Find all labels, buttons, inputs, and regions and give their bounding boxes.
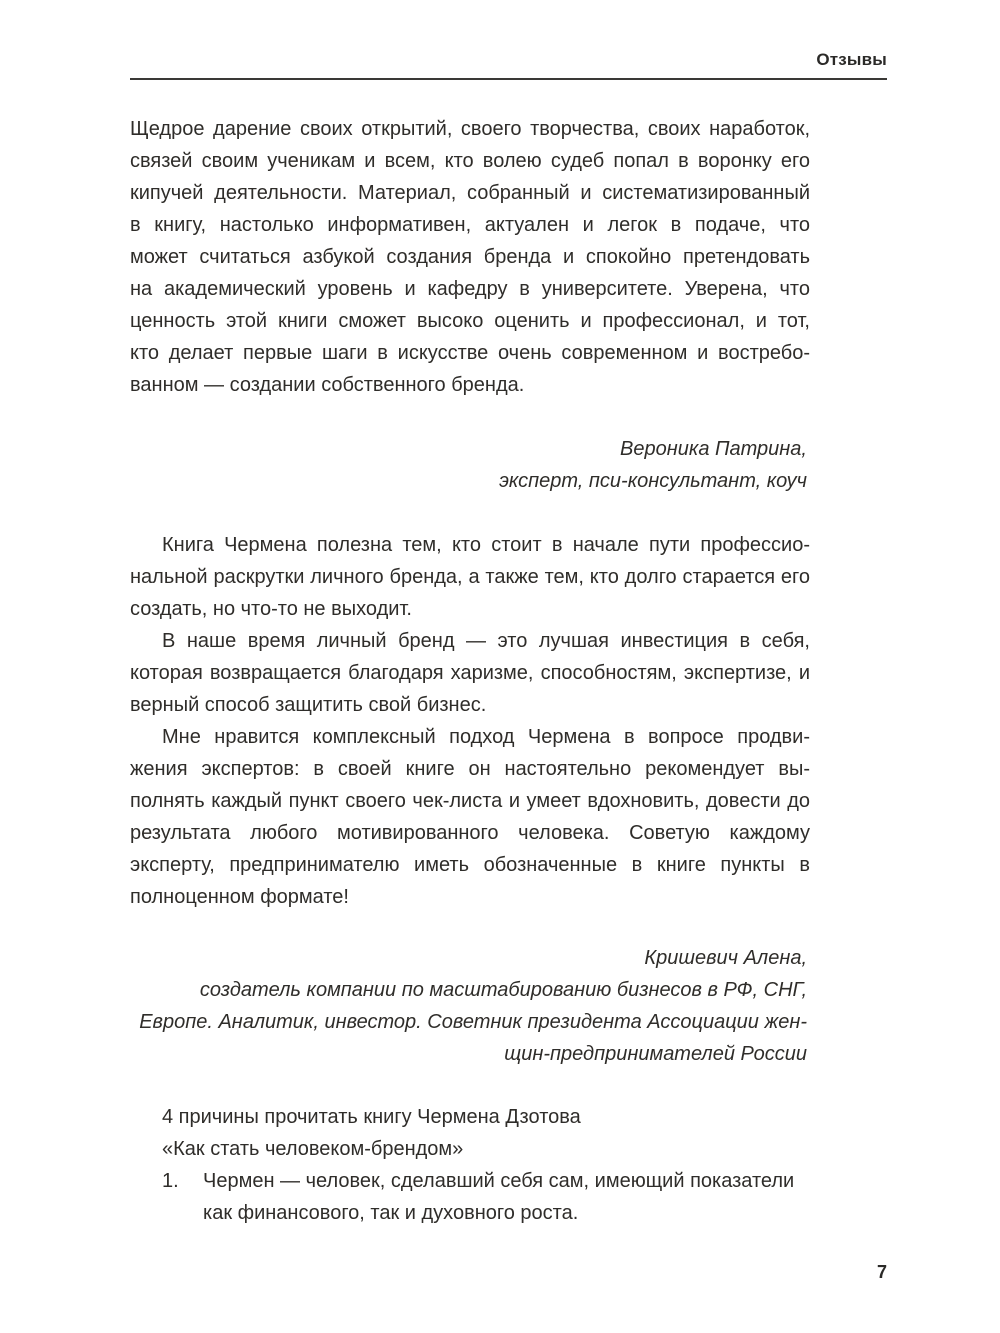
review-1-line: связей своим ученикам и всем, кто волею судеб попал в воронку его <box>130 150 810 172</box>
review-1-author: Вероника Патрина, <box>620 438 807 460</box>
review-1-signature <box>107 433 807 497</box>
page-number: 7 <box>876 1262 887 1282</box>
review-1-line: кто делает первые шаги в искусстве очень современном и востребо- <box>130 342 810 364</box>
review-2-author: Кришевич Алена, <box>644 947 807 969</box>
reason-text: Чермен — человек, сделавший себя сам, имеющий показатели как финансового, так и духовного роста. <box>203 1170 795 1224</box>
review-1-line: ценность этой книги сможет высоко оценить и профессионал, и тот, <box>130 310 810 332</box>
review-2-paragraph: Мне нравится комплексный подход Чермена в вопросе продви-жения экспертов: в своей книге он настоятельно рекомендует вы-полнять каждый пункт своего чек-листа и умеет вдохновить, довести до результата любого мотивированного человека. Советую каждому эксперту, предпринимателю иметь обозначенные в книге пункты в полноценном формате! <box>130 726 810 908</box>
reasons-title-line: 4 причины прочитать книгу Чермена Дзотова <box>162 1106 581 1128</box>
review-1-text <box>130 113 810 401</box>
review-1-line: ванном — создании собственного бренда. <box>130 374 525 396</box>
reasons-heading <box>162 1101 812 1165</box>
review-2-signature <box>107 942 807 1070</box>
review-2-paragraph: В наше время личный бренд — это лучшая инвестиция в себя, которая возвращается благодаря харизме, способностям, экспертизе, и верный способ защитить свой бизнес. <box>130 630 810 716</box>
review-2-text <box>130 529 810 913</box>
review-2-paragraph: Книга Чермена полезна тем, кто стоит в начале пути профессио-нальной раскрутки личного бренда, а также тем, кто долго старается его создать, но что-то не выходит. <box>130 534 810 620</box>
reason-number: 1. <box>162 1170 179 1192</box>
review-1-line: в книгу, настолько информативен, актуален и легок в подаче, что <box>130 214 810 236</box>
review-1-line: Щедрое дарение своих открытий, своего творчества, своих наработок, <box>130 118 810 140</box>
review-2-author-title-line: щин-предпринимателей России <box>504 1043 807 1065</box>
section-title: Отзывы <box>816 50 887 69</box>
review-1-line: кипучей деятельности. Материал, собранный и систематизированный <box>130 182 810 204</box>
running-header <box>130 50 887 80</box>
review-1-author-title: эксперт, пси-консультант, коуч <box>499 470 807 492</box>
review-1-line: на академический уровень и кафедру в университете. Уверена, что <box>130 278 810 300</box>
review-2-author-title-line: создатель компании по масштабированию бизнесов в РФ, СНГ, <box>199 979 807 1001</box>
review-1-line: может считаться азбукой создания бренда и спокойно претендовать <box>130 246 810 268</box>
reasons-title-line: «Как стать человеком-брендом» <box>162 1138 464 1160</box>
review-2-author-title-line: Европе. Аналитик, инвестор. Советник президента Ассоциации жен- <box>139 1011 807 1033</box>
